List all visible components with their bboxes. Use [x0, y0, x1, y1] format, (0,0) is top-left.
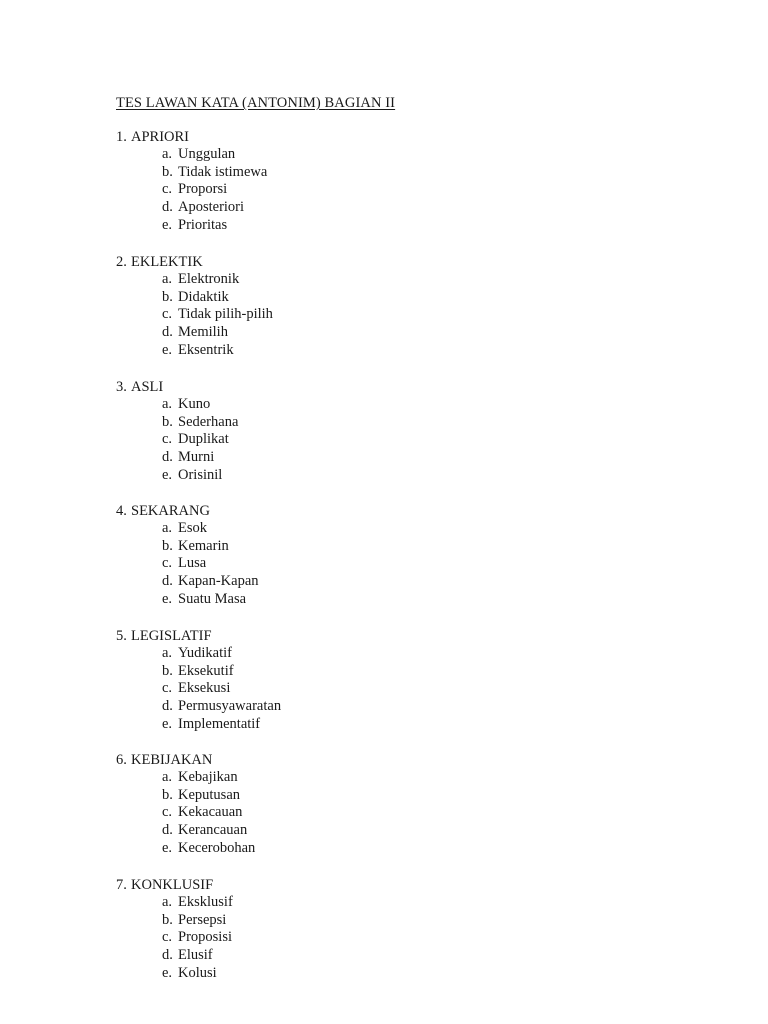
question-word: KONKLUSIF: [131, 877, 214, 893]
question-header: [116, 128, 616, 146]
option-text: Proporsi: [178, 181, 228, 198]
option-text: Yudikatif: [178, 645, 232, 661]
option-text: Kebajikan: [178, 769, 238, 785]
option-c: [162, 555, 616, 573]
option-letter: a.: [162, 520, 173, 536]
question-number: 1.: [116, 129, 127, 145]
option-letter: a.: [162, 396, 173, 412]
option-text: Aposteriori: [178, 199, 245, 216]
option-c: [162, 306, 616, 324]
option-e: [162, 591, 616, 609]
option-text: Duplikat: [178, 431, 229, 448]
option-letter: b.: [162, 911, 173, 928]
question-1: [116, 128, 616, 234]
option-e: [162, 716, 616, 734]
option-letter: e.: [162, 715, 173, 732]
question-word: LEGISLATIF: [131, 628, 212, 644]
option-text: Kecerobohan: [178, 839, 256, 856]
option-letter: c.: [162, 181, 173, 198]
option-d: [162, 324, 616, 342]
question-word: KEBIJAKAN: [131, 752, 213, 768]
option-e: [162, 342, 616, 360]
option-d: [162, 698, 616, 716]
option-letter: e.: [162, 216, 173, 233]
option-letter: b.: [162, 786, 173, 803]
question-3: [116, 378, 616, 484]
option-letter: e.: [162, 341, 173, 358]
option-list: [116, 769, 616, 857]
option-letter: d.: [162, 698, 173, 715]
option-a: [162, 645, 616, 663]
option-letter: b.: [162, 537, 173, 554]
option-letter: a.: [162, 146, 173, 162]
option-letter: d.: [162, 449, 173, 466]
option-text: Keputusan: [178, 786, 241, 803]
option-letter: d.: [162, 324, 173, 341]
option-list: [116, 396, 616, 484]
option-text: Orisinil: [178, 466, 223, 483]
option-a: [162, 769, 616, 787]
option-d: [162, 449, 616, 467]
question-number: 4.: [116, 503, 127, 519]
option-letter: b.: [162, 163, 173, 180]
option-letter: c.: [162, 804, 173, 821]
option-letter: d.: [162, 573, 173, 590]
question-2: [116, 253, 616, 359]
option-text: Kekacauan: [178, 804, 243, 821]
question-header: [116, 253, 616, 271]
option-letter: a.: [162, 271, 173, 287]
option-letter: e.: [162, 590, 173, 607]
option-letter: b.: [162, 662, 173, 679]
option-text: Elusif: [178, 947, 213, 964]
question-4: [116, 502, 616, 608]
question-7: [116, 876, 616, 982]
option-c: [162, 431, 616, 449]
option-text: Sederhana: [178, 413, 239, 430]
option-a: [162, 894, 616, 912]
option-letter: b.: [162, 288, 173, 305]
option-text: Kolusi: [178, 964, 217, 981]
option-text: Eksekusi: [178, 680, 231, 697]
option-text: Esok: [178, 520, 207, 536]
question-5: [116, 627, 616, 733]
option-list: [116, 271, 616, 359]
option-b: [162, 538, 616, 556]
option-b: [162, 787, 616, 805]
option-list: [116, 894, 616, 982]
option-a: [162, 146, 616, 164]
option-e: [162, 467, 616, 485]
question-header: [116, 751, 616, 769]
option-text: Tidak pilih-pilih: [178, 306, 273, 323]
option-e: [162, 840, 616, 858]
option-b: [162, 289, 616, 307]
option-text: Memilih: [178, 324, 228, 341]
question-number: 7.: [116, 877, 127, 893]
option-text: Eksklusif: [178, 894, 233, 910]
option-letter: c.: [162, 306, 173, 323]
option-e: [162, 217, 616, 235]
option-list: [116, 146, 616, 234]
question-number: 5.: [116, 628, 127, 644]
option-text: Eksekutif: [178, 662, 234, 679]
option-d: [162, 822, 616, 840]
option-c: [162, 929, 616, 947]
question-header: [116, 502, 616, 520]
option-letter: b.: [162, 413, 173, 430]
option-letter: d.: [162, 947, 173, 964]
question-word: ASLI: [131, 379, 164, 395]
question-number: 6.: [116, 752, 127, 768]
option-letter: a.: [162, 645, 173, 661]
option-letter: d.: [162, 199, 173, 216]
option-letter: c.: [162, 680, 173, 697]
option-letter: a.: [162, 894, 173, 910]
option-d: [162, 199, 616, 217]
question-word: EKLEKTIK: [131, 254, 203, 270]
option-text: Kuno: [178, 396, 211, 412]
option-b: [162, 663, 616, 681]
question-header: [116, 627, 616, 645]
option-list: [116, 520, 616, 608]
option-text: Proposisi: [178, 929, 232, 946]
question-number: 3.: [116, 379, 127, 395]
question-number: 2.: [116, 254, 127, 270]
option-text: Kemarin: [178, 537, 229, 554]
option-c: [162, 804, 616, 822]
option-e: [162, 965, 616, 983]
option-letter: e.: [162, 466, 173, 483]
option-c: [162, 680, 616, 698]
option-text: Kapan-Kapan: [178, 573, 259, 590]
option-letter: d.: [162, 822, 173, 839]
option-letter: c.: [162, 929, 173, 946]
option-text: Kerancauan: [178, 822, 248, 839]
option-c: [162, 181, 616, 199]
question-header: [116, 876, 616, 894]
option-text: Lusa: [178, 555, 207, 572]
option-d: [162, 947, 616, 965]
option-letter: c.: [162, 431, 173, 448]
option-a: [162, 271, 616, 289]
option-text: Persepsi: [178, 911, 227, 928]
option-text: Unggulan: [178, 146, 236, 162]
option-d: [162, 573, 616, 591]
option-b: [162, 164, 616, 182]
option-text: Permusyawaratan: [178, 698, 282, 715]
option-letter: c.: [162, 555, 173, 572]
option-b: [162, 912, 616, 930]
option-list: [116, 645, 616, 733]
document-title: TES LAWAN KATA (ANTONIM) BAGIAN II: [116, 95, 396, 111]
option-text: Didaktik: [178, 288, 229, 305]
option-letter: e.: [162, 839, 173, 856]
option-text: Prioritas: [178, 216, 228, 233]
option-text: Tidak istimewa: [178, 163, 268, 180]
option-text: Eksentrik: [178, 341, 234, 358]
question-word: APRIORI: [131, 129, 190, 145]
question-header: [116, 378, 616, 396]
option-text: Implementatif: [178, 715, 261, 732]
question-word: SEKARANG: [131, 503, 210, 519]
option-text: Elektronik: [178, 271, 240, 287]
question-6: [116, 751, 616, 857]
option-text: Murni: [178, 449, 215, 466]
option-letter: a.: [162, 769, 173, 785]
option-b: [162, 414, 616, 432]
option-a: [162, 396, 616, 414]
option-letter: e.: [162, 964, 173, 981]
option-a: [162, 520, 616, 538]
option-text: Suatu Masa: [178, 590, 247, 607]
